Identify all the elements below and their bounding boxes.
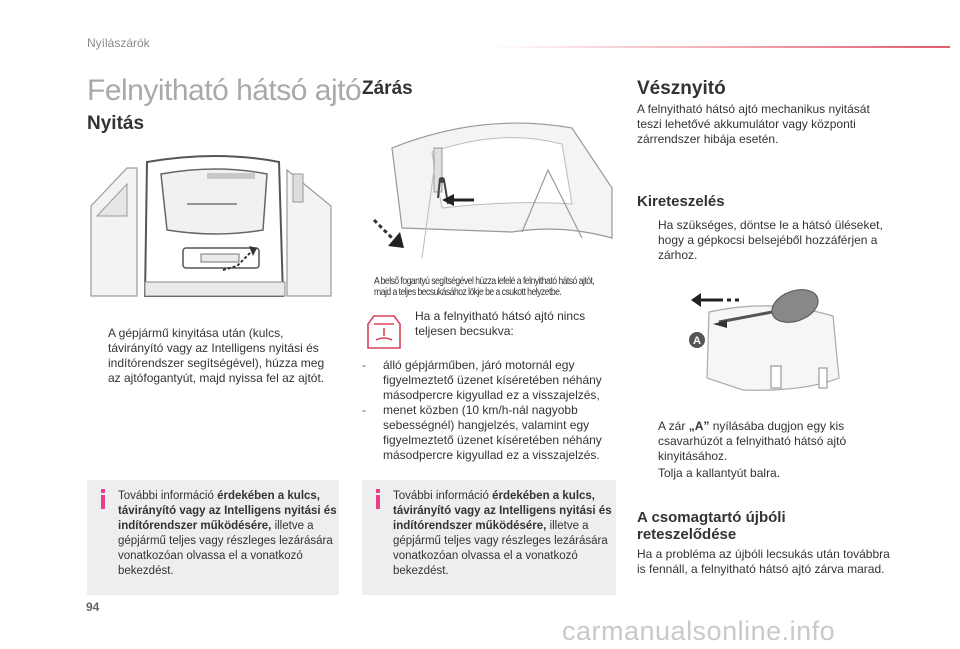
van-rear-door-illustration bbox=[87, 146, 335, 308]
figure-caption: A belső fogantyú segítségével húzza lefelé a felnyitható hátsó ajtót, majd a teljes becsukásához lökje be a csukott helyzetbe. bbox=[374, 276, 595, 298]
heading-zaras: Zárás bbox=[362, 78, 413, 99]
heading-kireteszeles: Kireteszelés bbox=[637, 193, 725, 210]
heading-vesznyito: Vésznyitó bbox=[637, 78, 726, 99]
info-box-col2 bbox=[362, 480, 616, 595]
outro-text: Ha a probléma az újbóli lecsukás után továbbra is fennáll, a felnyitható hátsó ajtó zárva marad. bbox=[637, 547, 890, 576]
dash-item-2: - menet közben (10 km/h-nál nagyobb sebességnél) hangjelzés, valamint egy figyelmeztető üzenet kíséretében néhány másodpercre kigyullad ez a visszajelzés. bbox=[362, 403, 602, 462]
info-text: További információ érdekében a kulcs, távirányító vagy az Intelligens nyitási és indítórendszer működésére, illetve a gépjármű teljes vagy részleges lezárására vonatkozóan olvassa el a vonatkozó bekezdést. bbox=[393, 490, 612, 577]
header-accent-line bbox=[490, 46, 950, 48]
intro-text: A felnyitható hátsó ajtó mechanikus nyitását teszi lehetővé akkumulátor vagy központi zárrendszer hibája esetén. bbox=[637, 102, 870, 146]
bullet-seats: Ha szükséges, döntse le a hátsó üléseket, hogy a gépkocsi belsejéből hozzáférjen a zárhoz. bbox=[658, 218, 883, 262]
closing-door-illustration bbox=[362, 108, 615, 268]
emergency-release-illustration bbox=[683, 282, 853, 400]
dash-marker: - bbox=[362, 403, 366, 417]
warning-text: Ha a felnyitható hátsó ajtó nincs teljesen becsukva: bbox=[415, 309, 586, 338]
bullet-latch: Tolja a kallantyút balra. bbox=[658, 466, 781, 480]
bullet-opening: A gépjármű kinyitása után (kulcs, távirányító vagy az Intelligens nyitási és indítórendszer segítségével), húzza meg az ajtófogantyút, majd nyissa fel az ajtót. bbox=[108, 326, 325, 385]
info-icon bbox=[373, 489, 383, 509]
info-icon bbox=[98, 489, 108, 509]
dash-item-1: - álló gépjárműben, járó motornál egy figyelmeztető üzenet kíséretében néhány másodpercre kigyullad ez a visszajelzés, bbox=[362, 358, 602, 402]
watermark: carmanualsonline.info bbox=[562, 616, 836, 646]
heading-ujboli-reteszelodes: A csomagtartó újbóli reteszelődése bbox=[637, 509, 786, 543]
dash-marker: - bbox=[362, 358, 366, 372]
open-door-warning-icon bbox=[364, 310, 404, 352]
heading-nyitas: Nyitás bbox=[87, 113, 145, 134]
info-box-col1 bbox=[87, 480, 339, 595]
section-header: Nyílászárók bbox=[87, 36, 150, 50]
info-text: További információ érdekében a kulcs, távirányító vagy az Intelligens nyitási és indítórendszer működésére, illetve a gépjármű teljes vagy részleges lezárására vonatkozóan olvassa el a vonatkozó bekezdést. bbox=[118, 490, 337, 577]
bullet-screwdriver: A zár „A” nyílásába dugjon egy kis csavarhúzót a felnyitható hátsó ajtó kinyitásához. bbox=[658, 419, 847, 463]
callout-label-a: A bbox=[693, 335, 701, 347]
page-number: 94 bbox=[86, 600, 100, 614]
page-title: Felnyitható hátsó ajtó bbox=[87, 74, 362, 107]
